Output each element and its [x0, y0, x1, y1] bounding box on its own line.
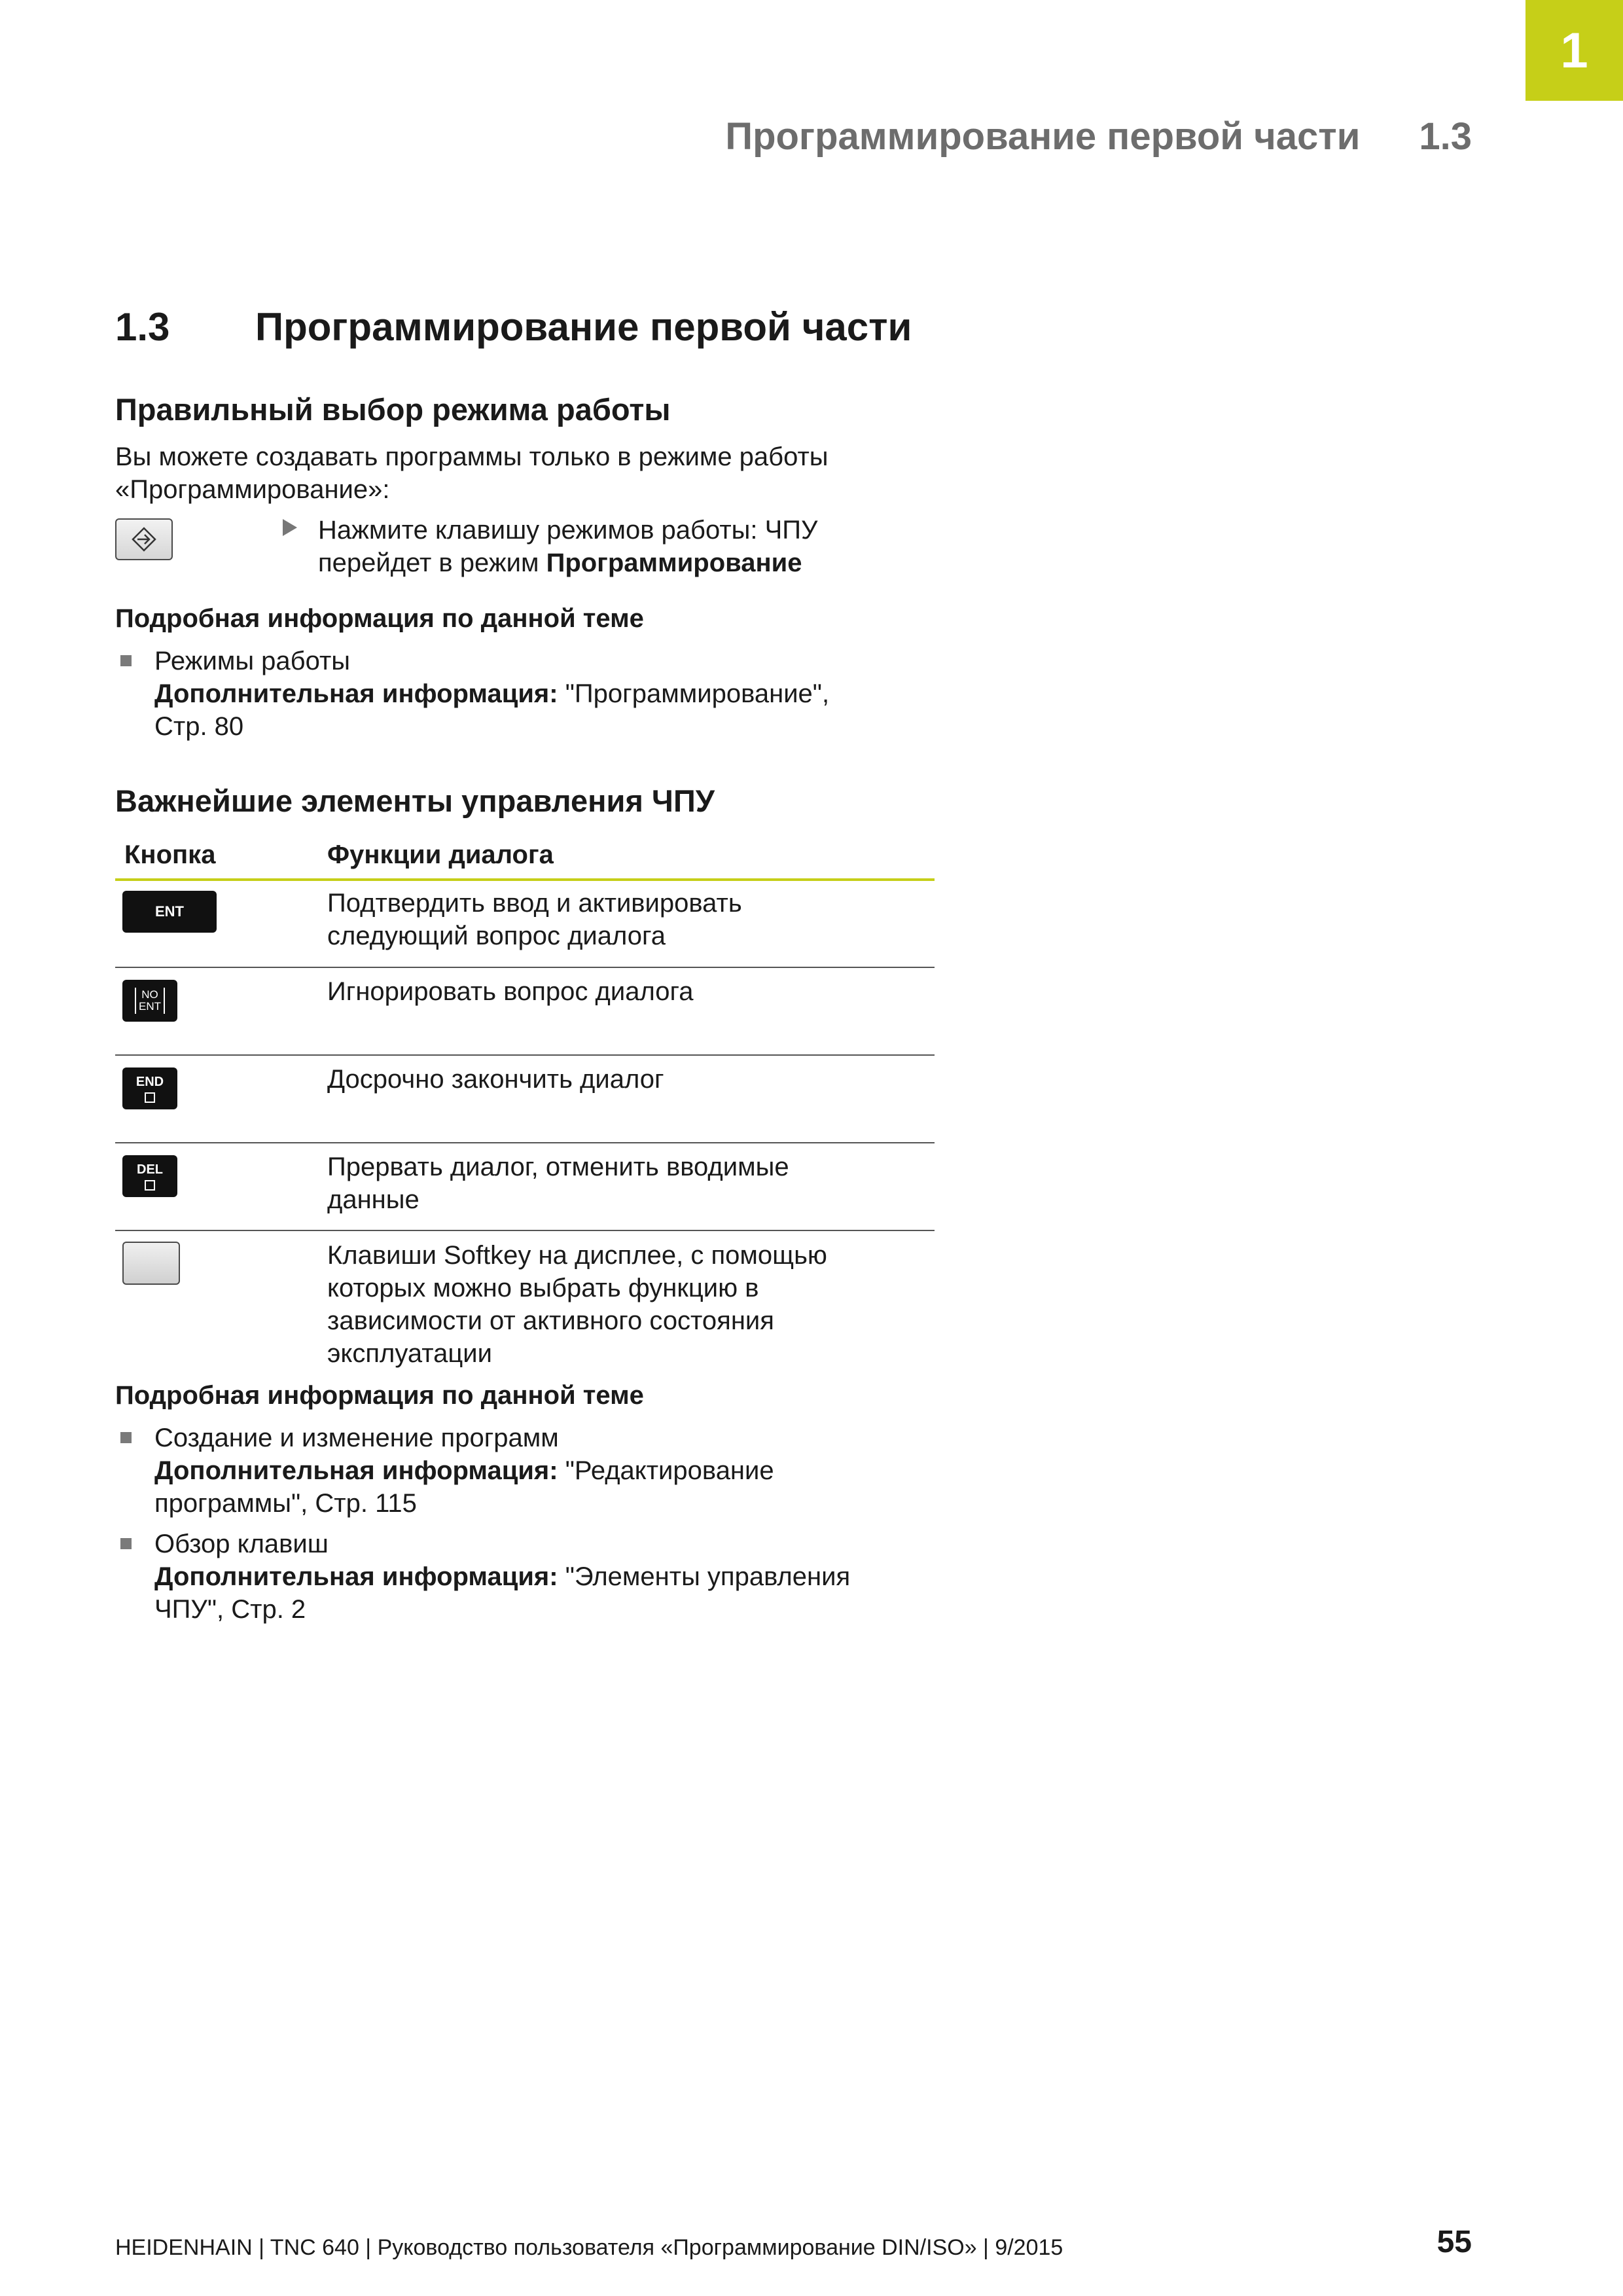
info1-item-line1: Режимы работы: [154, 647, 351, 675]
info2-item1-rest: "Редактирование: [558, 1456, 774, 1485]
info-heading-1: Подробная информация по данной теме: [115, 604, 644, 633]
info2-item2-bold: Дополнительная информация:: [154, 1562, 558, 1591]
row-divider: [115, 1230, 935, 1231]
step-mode-name: Программирование: [546, 548, 802, 577]
chapter-tab: 1: [1525, 0, 1623, 101]
row-divider: [115, 1054, 935, 1056]
page-number: 55: [1436, 2225, 1472, 2259]
square-icon: [145, 1092, 155, 1103]
del-key-icon: [122, 1155, 177, 1197]
row-divider: [115, 967, 935, 968]
info2-item2-line3: ЧПУ", Стр. 2: [154, 1595, 306, 1624]
square-icon: [145, 1180, 155, 1191]
section-title: Программирование первой части: [255, 305, 912, 349]
step-line-2-text: перейдет в режим: [318, 548, 546, 577]
info2-item1-line3: программы", Стр. 115: [154, 1489, 417, 1518]
no-ent-key-icon: [122, 980, 177, 1022]
table-col-function: Функции диалога: [327, 840, 554, 869]
ent-key-icon: ENT: [122, 891, 217, 933]
row-ent-line2: следующий вопрос диалога: [327, 922, 666, 950]
row-softkey-line3: зависимости от активного состояния: [327, 1306, 774, 1335]
info2-item1-line1: Создание и изменение программ: [154, 1424, 559, 1452]
info2-item1-bold: Дополнительная информация:: [154, 1456, 558, 1485]
step-line-1: Нажмите клавишу режимов работы: ЧПУ: [318, 516, 818, 545]
info1-item-rest: "Программирование",: [558, 679, 830, 708]
info1-item-bold: Дополнительная информация:: [154, 679, 558, 708]
step-arrow-icon: [283, 519, 297, 536]
info2-item2-line2: [154, 1560, 850, 1593]
no-ent-key-bottom: ENT: [139, 1000, 161, 1013]
table-header-rule: [115, 878, 935, 881]
running-head: [725, 115, 1472, 158]
table-col-key: Кнопка: [124, 840, 216, 869]
bullet-square-icon: [120, 655, 132, 666]
running-head-title: Программирование первой части: [725, 115, 1361, 158]
section-heading: [115, 304, 912, 350]
subheading-mode: Правильный выбор режима работы: [115, 392, 671, 427]
diamond-arrow-icon: [131, 526, 157, 552]
info2-item1-line2: [154, 1454, 774, 1487]
step-line-2: [318, 547, 802, 579]
del-key-label: DEL: [137, 1162, 163, 1177]
no-ent-key-frame: [135, 988, 165, 1014]
programming-mode-key-icon: [115, 518, 173, 560]
info2-item2-rest: "Элементы управления: [558, 1562, 851, 1591]
row-divider: [115, 1142, 935, 1143]
bullet-square-icon: [120, 1432, 132, 1443]
subheading-controls: Важнейшие элементы управления ЧПУ: [115, 783, 715, 818]
no-ent-key-top: NO: [141, 988, 158, 1001]
row-end-line1: Досрочно закончить диалог: [327, 1065, 664, 1094]
footer-text: HEIDENHAIN | TNC 640 | Руководство пользователя «Программирование DIN/ISO» | 9/2015: [115, 2235, 1063, 2260]
bullet-square-icon: [120, 1538, 132, 1549]
row-softkey-line1: Клавиши Softkey на дисплее, с помощью: [327, 1241, 827, 1270]
row-del-line1: Прервать диалог, отменить вводимые: [327, 1153, 789, 1181]
end-key-label: END: [135, 1074, 164, 1089]
info2-item2-line1: Обзор клавиш: [154, 1530, 329, 1558]
info1-item-line2: [154, 677, 829, 710]
info-heading-2: Подробная информация по данной теме: [115, 1381, 644, 1410]
section-number: 1.3: [115, 305, 170, 349]
row-softkey-line4: эксплуатации: [327, 1339, 492, 1368]
softkey-icon: [122, 1242, 180, 1285]
row-noent-line1: Игнорировать вопрос диалога: [327, 977, 694, 1006]
row-ent-line1: Подтвердить ввод и активировать: [327, 889, 742, 918]
running-head-number: 1.3: [1419, 115, 1472, 158]
intro-line-1: Вы можете создавать программы только в режиме работы: [115, 442, 829, 471]
intro-line-2: «Программирование»:: [115, 475, 390, 504]
end-key-icon: [122, 1067, 177, 1109]
row-del-line2: данные: [327, 1185, 419, 1214]
row-softkey-line2: которых можно выбрать функцию в: [327, 1274, 759, 1302]
info1-item-line3: Стр. 80: [154, 712, 244, 741]
